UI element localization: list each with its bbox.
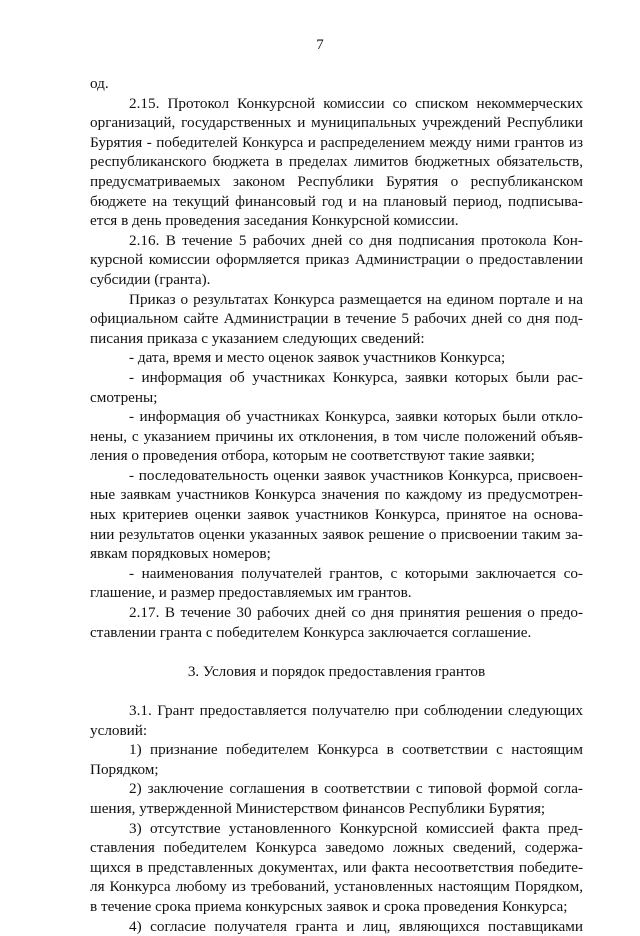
text-line: условий: [90, 721, 148, 739]
text-line: ставлении гранта с победителем Конкурса заключается соглашение. [90, 623, 532, 641]
text-line: глашение, и размер предоставляемых им грантов. [90, 584, 412, 602]
text-line: ных критериев оценки заявок участников Конкурса, принятое на основа- [90, 506, 583, 524]
text-line: республиканского бюджета в пределах лимитов бюджетных обязательств, [90, 153, 583, 171]
page-number: 7 [316, 37, 324, 53]
document-body [90, 74, 583, 936]
text-line: щихся в представленных документах, или факта несоответствия победите- [90, 858, 583, 876]
text-line: 2) заключение соглашения в соответствии с типовой формой согла- [129, 780, 583, 798]
text-line: в течение срока приема конкурсных заявок и срока проведения Конкурса; [90, 897, 568, 915]
text-line: нии результатов оценки указанных заявок решение о присвоении таким за- [90, 525, 583, 543]
text-line: 2.16. В течение 5 рабочих дней со дня подписания протокола Кон- [129, 231, 583, 249]
section-heading: 3. Условия и порядок предоставления грантов [187, 662, 486, 680]
text-line: - информация об участниках Конкурса, заявки которых были откло- [129, 408, 583, 426]
text-line: Порядком; [90, 760, 159, 778]
text-line: ные заявкам участников Конкурса значения по каждому из предусмотрен- [90, 486, 583, 504]
text-line: 3) отсутствие установленного Конкурсной комиссией факта пред- [129, 819, 583, 837]
text-line: 1) признание победителем Конкурса в соответствии с настоящим [129, 741, 583, 759]
text-line: субсидии (гранта). [90, 270, 211, 288]
text-line: организаций, государственных и муниципальных учреждений Республики [90, 114, 583, 132]
text-line: - последовательность оценки заявок участников Конкурса, присвоен- [129, 466, 583, 484]
text-line: од. [90, 75, 109, 92]
text-line: Приказ о результатах Конкурса размещается на едином портале и на [129, 290, 583, 308]
text-line: ется в день проведения заседания Конкурсной комиссии. [90, 212, 459, 230]
text-line: ля Конкурса любому из требований, установленных настоящим Порядком, [90, 878, 583, 896]
text-line: писания приказа с указанием следующих сведений: [90, 329, 425, 347]
text-line: 2.15. Протокол Конкурсной комиссии со списком некоммерческих [129, 94, 583, 112]
text-line: Бурятия - победителей Конкурса и распределением между ними грантов из [90, 133, 583, 151]
text-line: бюджете на текущий финансовый год и на плановый период, подписыва- [90, 192, 583, 210]
text-line: предусматриваемых законом Республики Бурятия о республиканском [90, 172, 583, 190]
text-line: явкам порядковых номеров; [90, 545, 271, 563]
text-line: 2.17. В течение 30 рабочих дней со дня принятия решения о предо- [129, 604, 583, 622]
text-line: шения, утвержденной Министерством финансов Республики Бурятия; [90, 799, 546, 817]
text-line: - дата, время и место оценок заявок участников Конкурса; [129, 349, 506, 367]
text-line: 3.1. Грант предоставляется получателю при соблюдении следующих [129, 702, 583, 719]
text-line: нены, с указанием причины их отклонения, в том числе положений объяв- [90, 427, 583, 445]
text-line: ставления победителем Конкурса заведомо ложных сведений, содержа- [90, 839, 583, 857]
text-line: официальном сайте Администрации в течение 5 рабочих дней со дня под- [90, 310, 583, 328]
text-line: курсной комиссии оформляется приказ Администрации о предоставлении [90, 251, 583, 269]
text-line: - наименования получателей грантов, с которыми заключается со- [129, 564, 583, 582]
text-line: - информация об участниках Конкурса, заявки которых были рас- [129, 368, 583, 386]
text-line: смотрены; [90, 388, 158, 406]
blank-line [90, 681, 583, 701]
blank-line [90, 642, 583, 662]
text-line: ления о проведения отбора, которым не соответствуют такие заявки; [90, 447, 535, 465]
text-line: 4) согласие получателя гранта и лиц, являющихся поставщиками [129, 917, 583, 935]
